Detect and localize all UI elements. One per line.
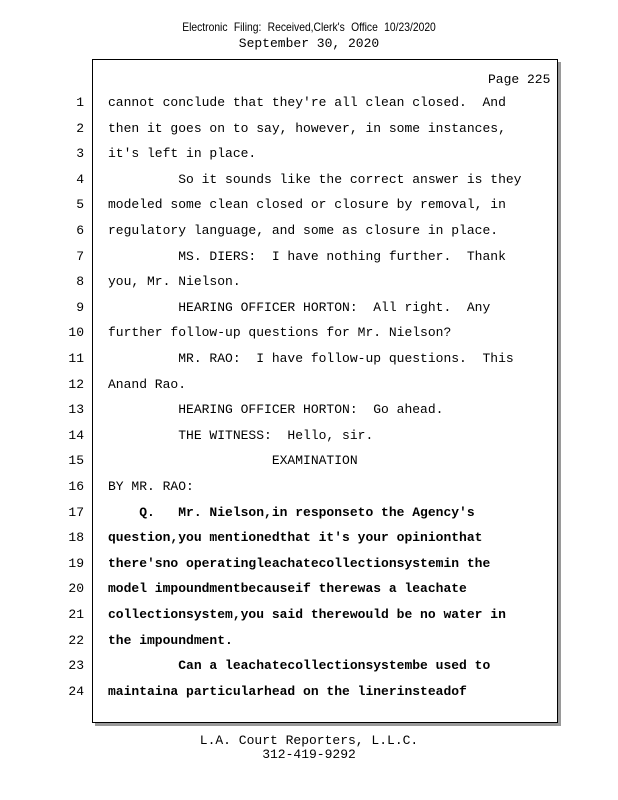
transcript-line: MS. DIERS: I have nothing further. Thank <box>108 249 506 264</box>
transcript-line: So it sounds like the correct answer is they <box>108 172 522 187</box>
line-number: 23 <box>68 658 84 673</box>
line-number: 20 <box>68 581 84 596</box>
transcript-line: EXAMINATION <box>108 453 358 468</box>
line-number: 17 <box>68 505 84 520</box>
line-number: 14 <box>68 428 84 443</box>
transcript-line: cannot conclude that they're all clean closed. And <box>108 95 506 110</box>
transcript-line: HEARING OFFICER HORTON: All right. Any <box>108 300 491 315</box>
line-number: 4 <box>76 172 84 187</box>
footer-phone: 312-419-9292 <box>262 747 356 762</box>
line-number: 3 <box>76 146 84 161</box>
transcript-line: MR. RAO: I have follow-up questions. This <box>108 351 514 366</box>
transcript-line: collectionsystem,you said therewould be no water in <box>108 607 506 622</box>
transcript-line: then it goes on to say, however, in some instances, <box>108 121 506 136</box>
footer-company: L.A. Court Reporters, L.L.C. <box>199 733 419 748</box>
line-number: 1 <box>76 95 84 110</box>
line-number: 9 <box>76 300 84 315</box>
line-number: 16 <box>68 479 84 494</box>
line-number: 15 <box>68 453 84 468</box>
transcript-line: Can a leachatecollectionsystembe used to <box>108 658 491 673</box>
transcript-line: THE WITNESS: Hello, sir. <box>108 428 374 443</box>
line-number: 18 <box>68 530 84 545</box>
transcript-line: regulatory language, and some as closure in place. <box>108 223 499 238</box>
transcript-line: HEARING OFFICER HORTON: Go ahead. <box>108 402 444 417</box>
transcript-line: it's left in place. <box>108 146 257 161</box>
transcript-line: there'sno operatingleachatecollectionsystemin the <box>108 556 491 571</box>
page-number: Page 225 <box>488 72 551 87</box>
transcript-line: question,you mentionedthat it's your opinionthat <box>108 530 483 545</box>
transcript-line: Anand Rao. <box>108 377 187 392</box>
line-number: 24 <box>68 684 84 699</box>
line-number: 7 <box>76 249 84 264</box>
line-number: 19 <box>68 556 84 571</box>
transcript-line: modeled some clean closed or closure by removal, in <box>108 197 506 212</box>
transcript-line: you, Mr. Nielson. <box>108 274 241 289</box>
transcript-line: further follow-up questions for Mr. Nielson? <box>108 325 452 340</box>
transcript-line: the impoundment. <box>108 633 233 648</box>
transcript-line: model impoundmentbecauseif therewas a leachate <box>108 581 467 596</box>
transcript-line: Q. Mr. Nielson,in responseto the Agency's <box>108 505 475 520</box>
line-number: 12 <box>68 377 84 392</box>
line-number: 8 <box>76 274 84 289</box>
line-number: 2 <box>76 121 84 136</box>
transcript-line: maintaina particularhead on the linerinsteadof <box>108 684 467 699</box>
line-number: 5 <box>76 197 84 212</box>
line-number: 22 <box>68 633 84 648</box>
line-number: 11 <box>68 351 84 366</box>
transcript-date: September 30, 2020 <box>238 36 380 51</box>
line-number: 6 <box>76 223 84 238</box>
transcript-line: BY MR. RAO: <box>108 479 194 494</box>
line-number: 13 <box>68 402 84 417</box>
line-number: 21 <box>68 607 84 622</box>
filing-stamp: Electronic Filing: Received,Clerk's Office 10/23/2020 <box>182 20 436 34</box>
line-number: 10 <box>68 325 84 340</box>
